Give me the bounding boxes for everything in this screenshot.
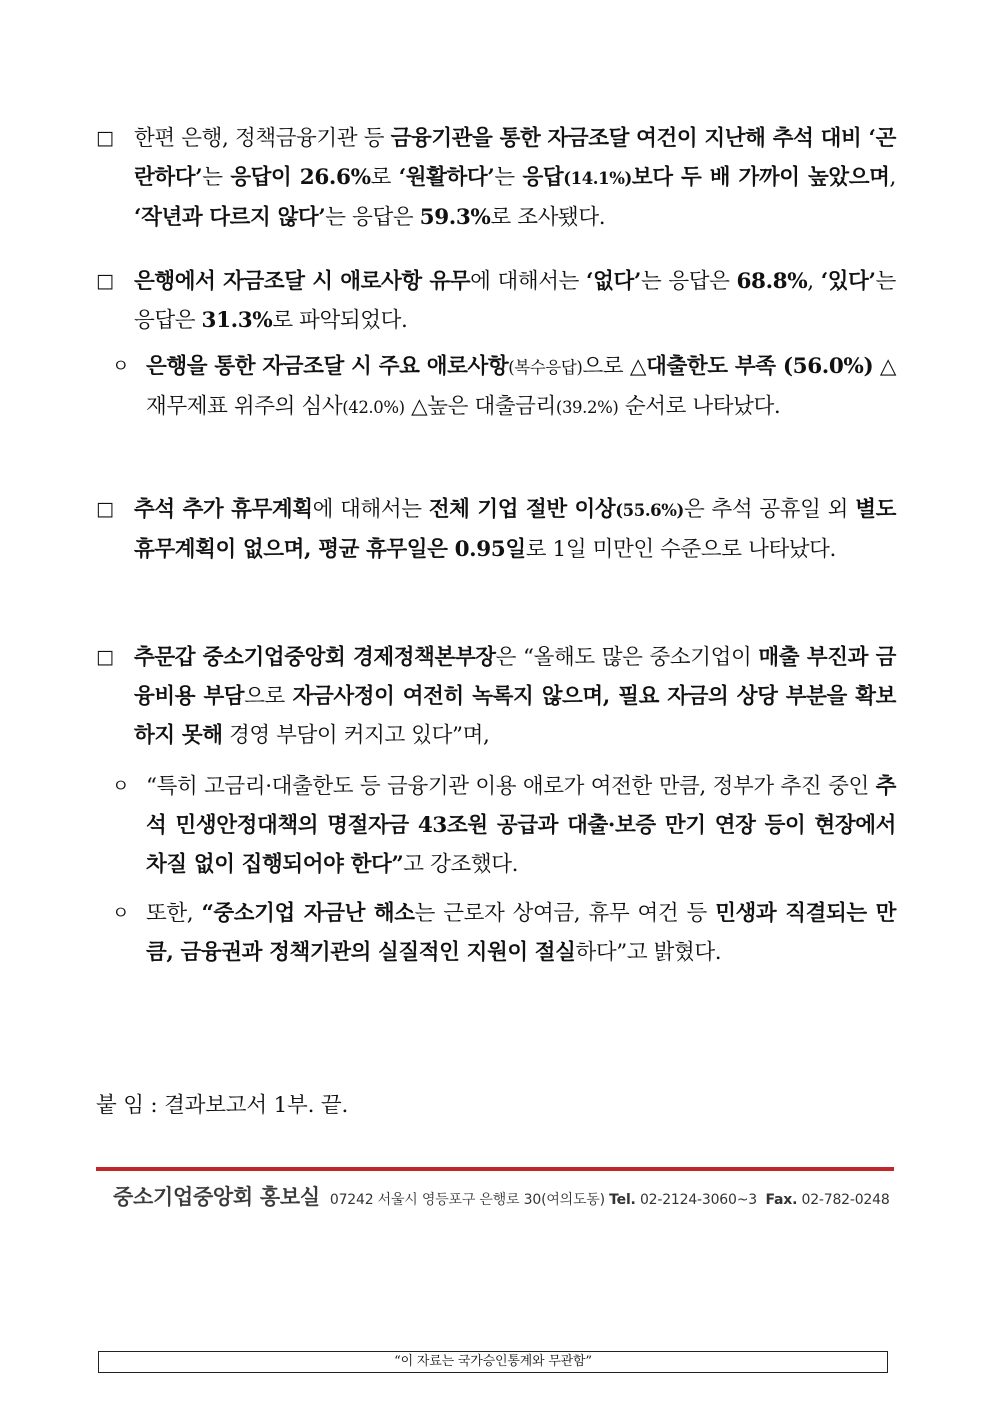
text-segment: 별도 휴무계획이 없으며, 평균 휴무일은 0.95일 xyxy=(134,497,896,562)
text-segment: △대출한도 부족 (56.0%) xyxy=(629,354,874,379)
text-segment: (42.0%) xyxy=(342,398,405,417)
text-segment: 하다”고 밝혔다. xyxy=(575,940,722,965)
text-segment: 민생과 직결되는 만큼, 금융권과 정책기관의 실질적인 지원이 절실 xyxy=(146,901,897,965)
statistics-notice: “이 자료는 국가승인통계와 무관함” xyxy=(98,1351,888,1373)
text-segment: 응답이 26.6% xyxy=(230,165,371,190)
text-segment: (55.6%) xyxy=(615,501,684,520)
text-segment: “중소기업 자금난 해소 xyxy=(201,901,415,926)
text-segment: 은 “올해도 많은 중소기업이 xyxy=(495,645,759,670)
text-segment: ‘있다’ xyxy=(820,269,876,294)
text-segment: 로 1일 미만인 수준으로 나타났다. xyxy=(525,537,836,562)
subparagraph-major-difficulties xyxy=(112,347,896,427)
text-segment: (복수응답) xyxy=(508,358,583,377)
circle-bullet-icon: ㅇ xyxy=(112,776,129,797)
text-segment: 응답 xyxy=(522,165,564,190)
text-segment: 는 응답은 xyxy=(640,269,737,294)
text-segment: 보다 두 배 가까이 높았으며 xyxy=(631,165,890,190)
text-segment: 에 대해서는 xyxy=(470,269,587,294)
paragraph-text xyxy=(112,347,896,427)
text-segment: 는 xyxy=(494,165,523,190)
attachment-note: 붙 임 : 결과보고서 1부. 끝. xyxy=(96,1093,349,1118)
text-segment: 경영 부담이 커지고 있다”며, xyxy=(222,723,490,748)
text-segment: 추문갑 중소기업중앙회 경제정책본부장 xyxy=(134,645,496,670)
subparagraph-government-measures xyxy=(112,767,896,884)
footer-address: 07242 서울시 영등포구 은행로 30(여의도동) Tel. 02-2124-3060~3 Fax. 02-782-0248 xyxy=(329,1192,890,1208)
text-segment: 은행을 통한 자금조달 시 주요 애로사항 xyxy=(146,354,509,379)
text-segment: 금융기관을 통한 자금조달 여건이 지난해 추석 대비 ‘곤란하다’ xyxy=(134,126,896,190)
text-segment: 은행에서 자금조달 시 애로사항 유무 xyxy=(134,269,471,294)
square-bullet-icon: □ xyxy=(96,498,114,520)
paragraph-director-quote xyxy=(96,638,896,755)
text-segment: ‘작년과 다르지 않다’ xyxy=(134,205,326,230)
text-segment: 는 근로자 상여금, 휴무 여건 등 xyxy=(414,901,716,926)
text-segment: 59.3% xyxy=(419,205,491,230)
text-segment: 또한, xyxy=(146,901,202,926)
square-bullet-icon: □ xyxy=(96,270,114,292)
footer-divider xyxy=(96,1167,894,1171)
text-segment: 로 파악되었다. xyxy=(272,308,408,333)
text-segment: 추석 추가 휴무계획 xyxy=(134,497,313,522)
text-segment: 추석 민생안정대책의 명절자금 43조원 공급과 대출·보증 만기 연장 등이 현장에서 차질 없이 집행되어야 한다” xyxy=(146,774,896,877)
text-segment: 순서로 나타났다. xyxy=(618,394,781,419)
text-segment: 는 응답은 xyxy=(325,205,420,230)
text-segment: 68.8% xyxy=(736,269,808,294)
paragraph-bank-difficulty xyxy=(96,262,896,340)
circle-bullet-icon: ㅇ xyxy=(112,903,129,924)
text-segment: “특히 고금리·대출한도 등 금융기관 이용 애로가 여전한 만큼, 정부가 추진 중인 xyxy=(146,774,876,799)
paragraph-text xyxy=(96,638,896,755)
text-segment: 자금사정이 여전히 녹록지 않으며, 필요 자금의 상당 부분을 확보하지 못해 xyxy=(134,684,896,748)
text-segment: , xyxy=(807,269,821,294)
text-segment: △재무제표 위주의 심사 xyxy=(146,354,896,419)
text-segment: 으로 xyxy=(582,354,630,379)
paragraph-holiday-plan xyxy=(96,490,896,569)
text-segment: 로 xyxy=(370,165,399,190)
text-segment: 한편 은행, 정책금융기관 등 xyxy=(134,126,391,151)
text-segment: 고 강조했다. xyxy=(403,852,519,877)
text-segment: △높은 대출금리 xyxy=(404,394,556,419)
text-segment: 31.3% xyxy=(201,308,273,333)
text-segment: 은 추석 공휴일 외 xyxy=(683,497,856,522)
footer xyxy=(113,1181,890,1211)
paragraph-text xyxy=(96,119,896,237)
paragraph-text xyxy=(96,490,896,569)
square-bullet-icon: □ xyxy=(96,646,114,668)
text-segment: (39.2%) xyxy=(555,398,619,417)
circle-bullet-icon: ㅇ xyxy=(112,356,129,377)
text-segment: 는 xyxy=(202,165,231,190)
text-segment: 에 대해서는 xyxy=(312,497,429,522)
text-segment: , xyxy=(889,165,896,190)
paragraph-text xyxy=(96,262,896,340)
paragraph-funding-conditions xyxy=(96,119,896,237)
text-segment: (14.1%) xyxy=(563,169,632,188)
footer-org: 중소기업중앙회 홍보실 xyxy=(113,1185,320,1209)
subparagraph-support-needed xyxy=(112,894,896,972)
text-segment: 로 조사됐다. xyxy=(490,205,606,230)
text-segment: 매출 부진과 금융비용 부담 xyxy=(134,645,896,709)
paragraph-text xyxy=(112,767,896,884)
text-segment: ‘원활하다’ xyxy=(398,165,495,190)
text-segment: 전체 기업 절반 이상 xyxy=(428,497,616,522)
text-segment: 는 응답은 xyxy=(134,269,896,333)
text-segment: 으로 xyxy=(244,684,293,709)
paragraph-text xyxy=(112,894,896,972)
square-bullet-icon: □ xyxy=(96,127,114,149)
text-segment: ‘없다’ xyxy=(586,269,641,294)
